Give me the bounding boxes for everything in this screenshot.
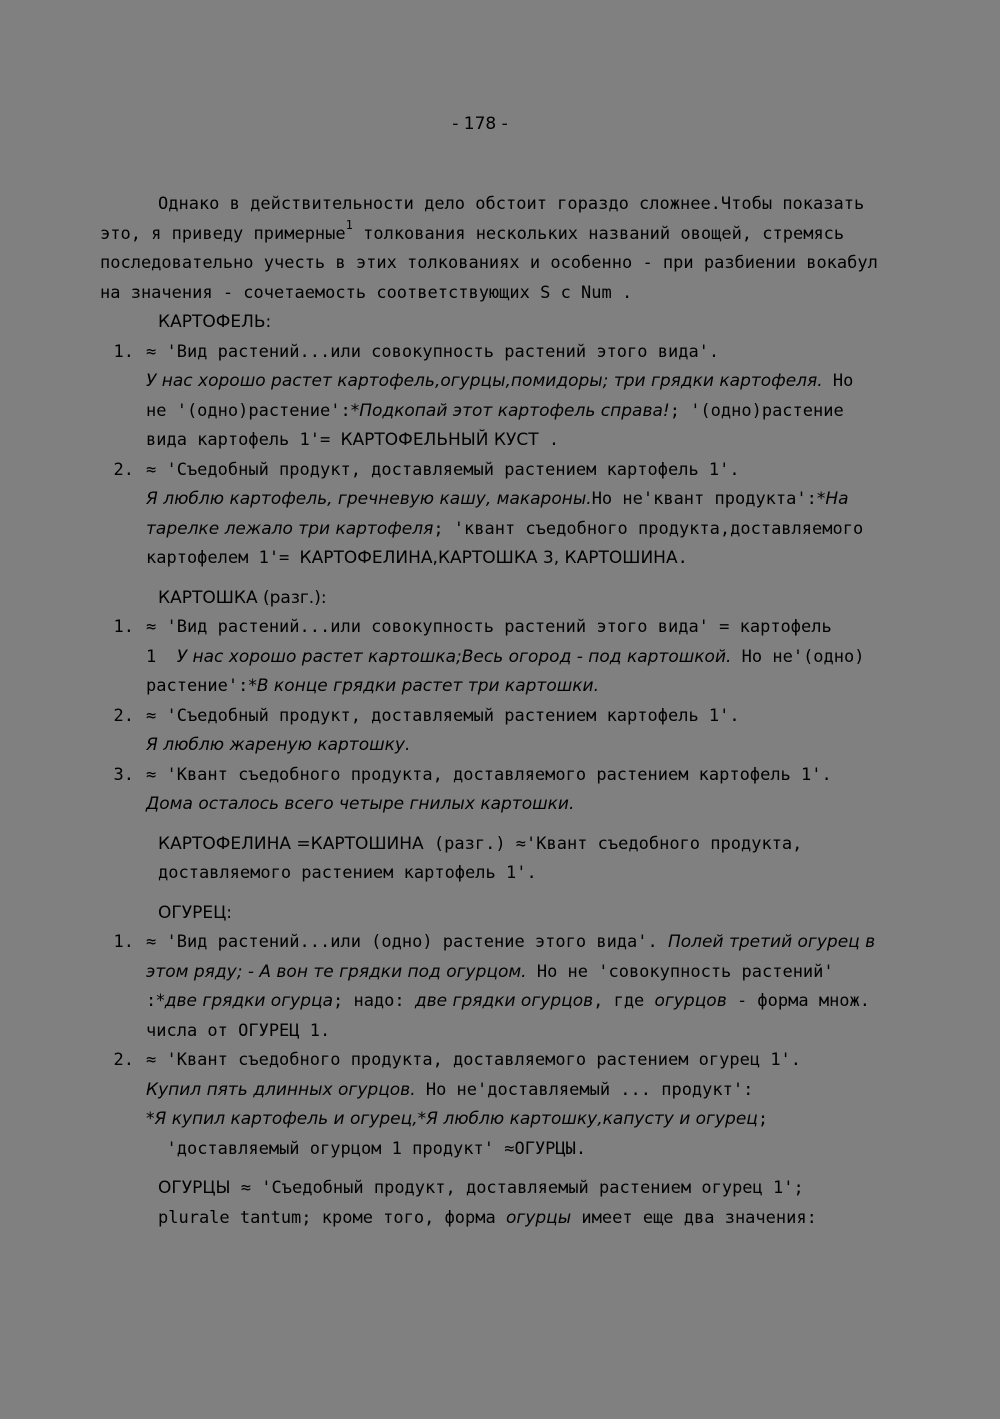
comment: ;	[757, 1109, 769, 1129]
sense-kartoshka-3	[100, 761, 880, 820]
comment: 'доставляемый огурцом 1 продукт' ≈ОГУРЦЫ.	[166, 1138, 587, 1159]
entry-heading-kartoshka: КАРТОШКА (разг.):	[158, 587, 327, 608]
spacer	[100, 820, 880, 830]
entry-heading-ogurec: ОГУРЕЦ:	[158, 902, 233, 923]
definition: ≈ 'Квант съедобного продукта, доставляемого растением картофель 1'.	[146, 764, 832, 785]
example: *две грядки огурца	[156, 991, 333, 1011]
sense-number: 2.	[113, 459, 134, 480]
sense-text	[146, 1046, 880, 1164]
sense-text	[146, 456, 880, 574]
spacer	[100, 574, 880, 584]
comment: .	[677, 548, 688, 568]
example: Я люблю картофель, гречневую кашу, макароны.	[146, 489, 592, 509]
example: две грядки огурцов	[414, 991, 594, 1011]
comment: .	[538, 430, 560, 450]
sense-text	[146, 338, 880, 456]
sense-text	[146, 702, 880, 761]
entry-heading-kartofel: КАРТОФЕЛЬ:	[158, 312, 272, 332]
sense-number: 2.	[113, 705, 134, 726]
example: Я люблю жареную картошку.	[146, 735, 411, 755]
entry-heading: КАРТОФЕЛИНА =КАРТОШИНА	[158, 833, 424, 854]
example: *Подкопай этот картофель справа!	[350, 400, 670, 421]
intro-text-a: Однако в действительности дело обстоит гораздо сложнее.Чтобы показать это, я приведу примерные	[100, 194, 865, 244]
sense-text	[146, 928, 880, 1046]
sense-number: 3.	[113, 764, 134, 785]
definition: ≈ 'Съедобный продукт, доставляемый растением картофель 1'.	[146, 705, 740, 726]
definition: ≈ 'Квант съедобного продукта, доставляемого растением огурец 1'.	[146, 1050, 802, 1070]
sense-ogurec-2	[100, 1046, 880, 1164]
comment: Но не '(одно)растение':	[146, 371, 854, 421]
intro-paragraph	[100, 190, 880, 308]
example: *Я купил картофель и огурец,*Я люблю картошку,капусту и огурец	[146, 1109, 758, 1129]
definition: ≈ 'Съедобный продукт, доставляемый растением огурец 1'; plurale tantum; кроме того, форма	[158, 1178, 804, 1228]
sense-number: 1.	[113, 617, 134, 637]
comment: имеет еще два значения:	[571, 1207, 817, 1228]
sense-number: 1.	[113, 932, 134, 952]
comment: , где	[593, 991, 655, 1011]
comment: Но не'квант продукта':	[591, 489, 817, 509]
sense-number: 1.	[113, 341, 134, 362]
comment: Но не'(одно) растение':	[146, 646, 865, 696]
cross-reference: КАРТОФЕЛИНА,КАРТОШКА 3, КАРТОШИНА	[299, 548, 678, 568]
example: Полей третий огурец в этом ряду; - А вон те грядки под огурцом.	[146, 932, 876, 982]
example: огурцов	[654, 991, 727, 1011]
definition: ≈ 'Вид растений...или совокупность растений этого вида' = картофель 1	[146, 617, 832, 667]
example: *В конце грядки растет три картошки.	[248, 676, 599, 696]
comment: Но не'доставляемый ... продукт':	[415, 1079, 754, 1100]
definition: ≈ 'Вид растений...или совокупность растений этого вида'.	[146, 341, 720, 362]
comment: ; '(одно)растение вида картофель 1'=	[146, 400, 844, 450]
comment: ; 'квант съедобного продукта,доставляемого картофелем 1'=	[146, 518, 864, 568]
sense-text	[146, 761, 880, 820]
intro-text-b: толкования нескольких названий овощей, стремясь последовательно учесть в этих толкованиях и особенно - при разбиении вокабул на значения - сочетаемость соответствующих S с Num .	[100, 223, 878, 303]
comment: ; надо:	[332, 991, 415, 1011]
example: *На тарелке лежало три картофеля	[146, 489, 849, 539]
sense-number: 2.	[113, 1050, 134, 1070]
page-body	[100, 190, 880, 1233]
sense-kartofel-2	[100, 456, 880, 574]
example: огурцы	[506, 1207, 572, 1228]
footnote-mark: 1	[345, 217, 353, 232]
entry-ogurcy	[158, 1174, 880, 1233]
sense-kartoshka-1	[100, 613, 880, 702]
definition: (разг.) ≈'Квант съедобного продукта, доставляемого растением картофель 1'.	[158, 833, 803, 883]
sense-ogurec-1	[100, 928, 880, 1046]
comment: Но не 'совокупность растений' :	[146, 961, 834, 1011]
definition: ≈ 'Съедобный продукт, доставляемый растением картофель 1'.	[146, 459, 740, 480]
spacer	[100, 889, 880, 899]
example: У нас хорошо растет картофель,огурцы,помидоры; три грядки картофеля.	[146, 371, 823, 391]
example: У нас хорошо растет картошка;Весь огород - под картошкой.	[176, 646, 732, 667]
entry-heading: ОГУРЦЫ	[158, 1178, 231, 1198]
example: Купил пять длинных огурцов.	[146, 1079, 416, 1100]
entry-kartofelina	[158, 830, 880, 889]
spacer	[100, 1164, 880, 1174]
sense-kartoshka-2	[100, 702, 880, 761]
cross-reference: КАРТОФЕЛЬНЫЙ КУСТ	[340, 430, 539, 450]
sense-kartofel-1	[100, 338, 880, 456]
comment: - форма множ. числа от ОГУРЕЦ 1.	[146, 991, 871, 1041]
sense-text	[146, 613, 880, 702]
definition: ≈ 'Вид растений...или (одно) растение этого вида'.	[146, 932, 658, 952]
page-number: - 178 -	[452, 114, 508, 134]
example: Дома осталось всего четыре гнилых картошки.	[146, 794, 575, 814]
